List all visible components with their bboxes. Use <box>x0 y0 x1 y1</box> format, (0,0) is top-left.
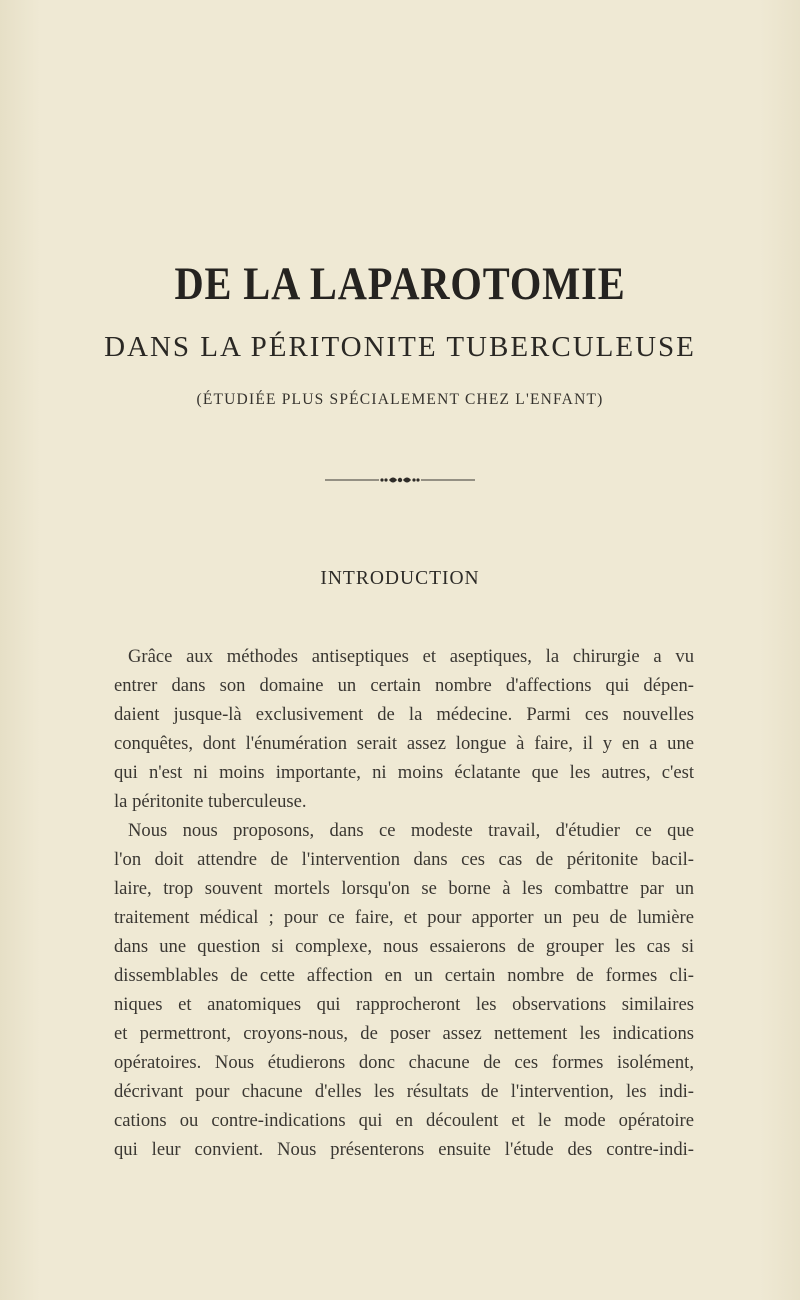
text-line: traitement médical ; pour ce faire, et pour apporter un peu de lumière <box>114 907 694 928</box>
text-line: dissemblables de cette affection en un certain nombre de formes cli- <box>114 965 694 986</box>
section-heading: INTRODUCTION <box>320 568 480 589</box>
ornament-divider-icon <box>325 474 475 486</box>
text-line: et permettront, croyons-nous, de poser assez nettement les indications <box>114 1023 694 1044</box>
text-line: laire, trop souvent mortels lorsqu'on se borne à les combattre par un <box>114 878 694 899</box>
text-line: Grâce aux méthodes antiseptiques et aseptiques, la chirurgie a vu <box>128 646 694 667</box>
text-line: la péritonite tuberculeuse. <box>114 791 307 812</box>
text-line: Nous nous proposons, dans ce modeste travail, d'étudier ce que <box>128 820 694 841</box>
page-title: DE LA LAPAROTOMIE <box>174 258 626 310</box>
text-line: dans une question si complexe, nous essaierons de grouper les cas si <box>114 936 694 957</box>
body-text <box>114 642 694 1164</box>
text-line: opératoires. Nous étudierons donc chacune de ces formes isolément, <box>114 1052 694 1073</box>
subtitle-note: (ÉTUDIÉE PLUS SPÉCIALEMENT CHEZ L'ENFANT) <box>196 391 604 408</box>
text-line: niques et anatomiques qui rapprocheront les observations similaires <box>114 994 694 1015</box>
text-line: décrivant pour chacune d'elles les résultats de l'intervention, les indi- <box>114 1081 694 1102</box>
text-line: qui leur convient. Nous présenterons ensuite l'étude des contre-indi- <box>114 1139 694 1160</box>
page-subtitle: DANS LA PÉRITONITE TUBERCULEUSE <box>104 331 696 363</box>
text-line: qui n'est ni moins importante, ni moins éclatante que les autres, c'est <box>114 762 694 783</box>
text-line: l'on doit attendre de l'intervention dans ces cas de péritonite bacil- <box>114 849 694 870</box>
text-line: daient jusque-là exclusivement de la médecine. Parmi ces nouvelles <box>114 704 694 725</box>
text-line: entrer dans son domaine un certain nombre d'affections qui dépen- <box>114 675 694 696</box>
text-line: conquêtes, dont l'énumération serait assez longue à faire, il y en a une <box>114 733 694 754</box>
text-line: cations ou contre-indications qui en découlent et le mode opératoire <box>114 1110 694 1131</box>
